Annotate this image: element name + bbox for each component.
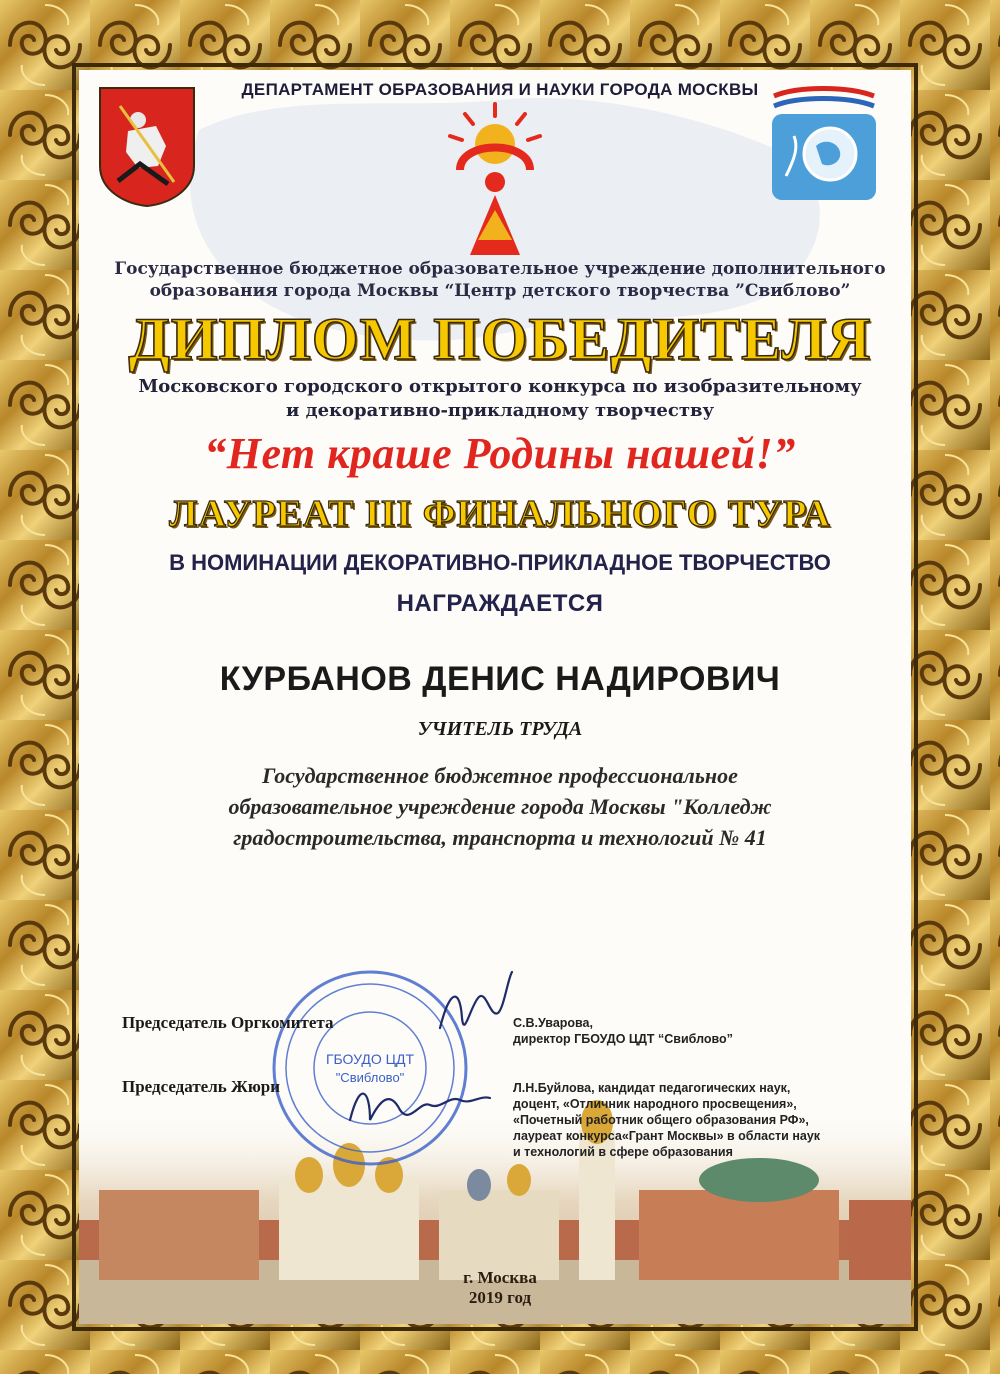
jury-line-2: доцент, «Отличник народного просвещения», [513,1097,797,1111]
recipient-institution [0,760,1000,853]
jury-line-3: «Почетный работник общего образования РФ», [513,1113,809,1127]
jury-signature [340,1070,500,1140]
organizer-line-1: Государственное бюджетное образовательное учреждение дополнительного [114,259,886,279]
stamp-center-line-1: ГБОУДО ЦДТ [325,1051,415,1067]
moscow-coat-of-arms [98,86,196,208]
contest-line-1: Московского городского открытого конкурса по изобразительному [138,376,862,397]
jury-role: Председатель Жюри [122,1077,281,1096]
institution-line-1: Государственное бюджетное профессиональное [262,763,738,788]
institution-line-3: градостроительства, транспорта и технологий № 41 [233,825,767,850]
orgcommittee-signature [430,968,520,1058]
orgcommittee-name: С.В.Уварова, [513,1016,593,1030]
orgcommittee-title: директор ГБОУДО ЦДТ “Свиблово” [513,1032,733,1046]
orgcommittee-signer [513,1015,733,1047]
awarded-label: НАГРАЖДАЕТСЯ [396,590,604,617]
nomination: В НОМИНАЦИИ ДЕКОРАТИВНО-ПРИКЛАДНОЕ ТВОРЧЕСТВО [169,550,831,575]
department-header: ДЕПАРТАМЕНТ ОБРАЗОВАНИЯ И НАУКИ ГОРОДА МОСКВЫ [241,80,759,99]
jury-line-5: и технологий в сфере образования [513,1145,733,1159]
institution-line-2: образовательное учреждение города Москвы "Колледж [228,794,772,819]
diploma-title: ДИПЛОМ ПОБЕДИТЕЛЯ [128,306,872,372]
laureate-title: ЛАУРЕАТ III ФИНАЛЬНОГО ТУРА [169,493,831,535]
department-education-emblem [768,86,880,204]
organizer-block [0,258,1000,302]
footer-city: г. Москва [463,1268,537,1287]
jury-line-1: Л.Н.Буйлова, кандидат педагогических наук, [513,1081,791,1095]
recipient-name: КУРБАНОВ ДЕНИС НАДИРОВИЧ [219,660,781,698]
contest-line-2: и декоративно-прикладному творчеству [285,400,715,421]
organizer-line-2: образования города Москвы “Центр детского творчества ”Свиблово” [149,281,851,301]
orgcommittee-role: Председатель Оргкомитета [122,1013,334,1032]
footer-year: 2019 год [468,1288,532,1307]
stamp-center-line-2: "Свиблово" [335,1070,405,1085]
festival-emblem [440,100,550,260]
contest-description [0,375,1000,423]
contest-motto: “Нет краше Родины нашей!” [204,429,796,478]
jury-signer [513,1080,820,1160]
footer-place-date [0,1268,1000,1308]
jury-line-4: лауреат конкурса«Грант Москвы» в области наук [513,1129,821,1143]
recipient-position: УЧИТЕЛЬ ТРУДА [417,718,583,740]
